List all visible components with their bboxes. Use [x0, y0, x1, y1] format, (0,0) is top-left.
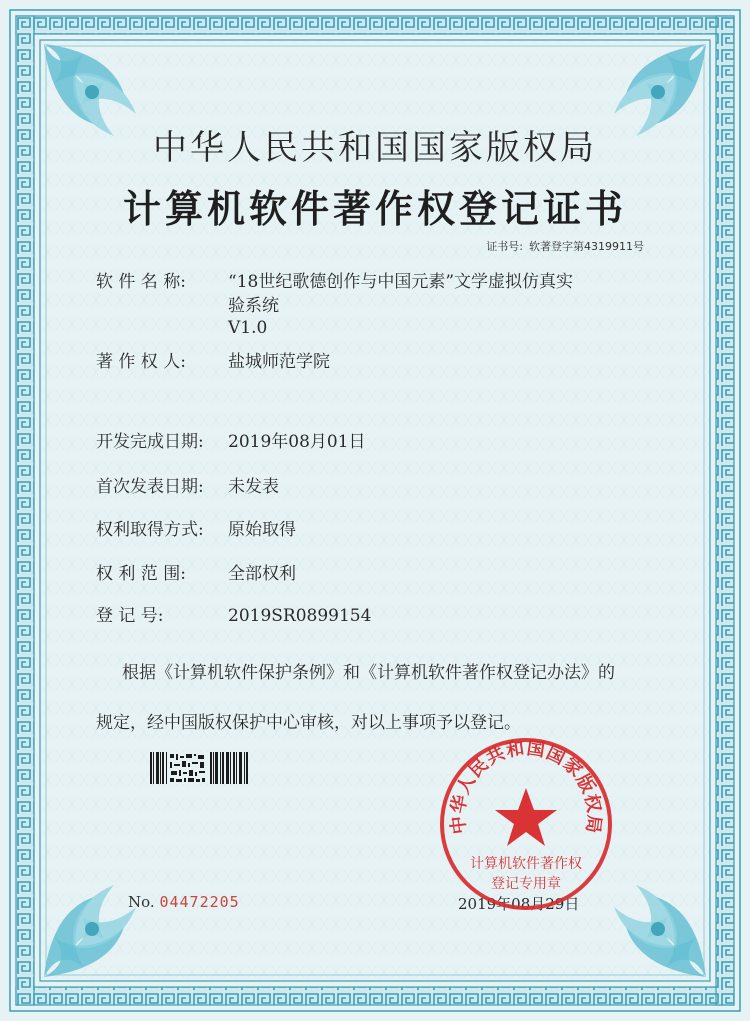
certificate-number-label: 证书号: [486, 240, 523, 253]
seal-inner-line2: 登记专用章 [491, 876, 561, 892]
field-label: 软 件 名 称: [96, 272, 186, 292]
authority-title: 中华人民共和国国家版权局 [153, 128, 597, 168]
field-value: V1.0 [228, 318, 268, 338]
seal-inner-line1: 计算机软件著作权 [470, 856, 582, 872]
certificate-title: 计算机软件著作权登记证书 [122, 186, 627, 231]
barcode-icon [150, 752, 248, 784]
field-value: 未发表 [228, 477, 279, 497]
serial-prefix: No. [128, 893, 155, 911]
field-value: 验系统 [228, 296, 279, 316]
certificate-number-value: 软著登字第4319911号 [529, 240, 644, 253]
field-value: 盐城师范学院 [228, 352, 330, 372]
seal-ring-text: 中华人民共和国国家版权局 [447, 737, 605, 836]
field-label: 权 利 范 围: [96, 564, 186, 584]
serial-value: 04472205 [159, 893, 240, 911]
official-seal [438, 736, 614, 912]
field-value: 2019年08月01日 [228, 432, 366, 452]
field-value: 全部权利 [228, 564, 296, 584]
certificate-number [486, 238, 650, 254]
body-paragraph-line1: 根据《计算机软件保护条例》和《计算机软件著作权登记办法》的 [122, 663, 615, 683]
field-label: 登 记 号: [96, 606, 164, 626]
field-label: 权利取得方式: [96, 520, 204, 540]
field-label: 开发完成日期: [96, 432, 204, 452]
field-label: 首次发表日期: [96, 477, 204, 497]
body-paragraph-line2: 规定，经中国版权保护中心审核，对以上事项予以登记。 [96, 713, 521, 733]
star-icon [495, 788, 557, 846]
issue-date: 2019年08月29日 [458, 895, 580, 913]
field-value: “18世纪歌德创作与中国元素”文学虚拟仿真实 [228, 272, 574, 292]
field-value: 2019SR0899154 [228, 606, 372, 626]
serial-number [128, 893, 240, 911]
field-label: 著 作 权 人: [96, 352, 186, 372]
field-value: 原始取得 [228, 520, 296, 540]
